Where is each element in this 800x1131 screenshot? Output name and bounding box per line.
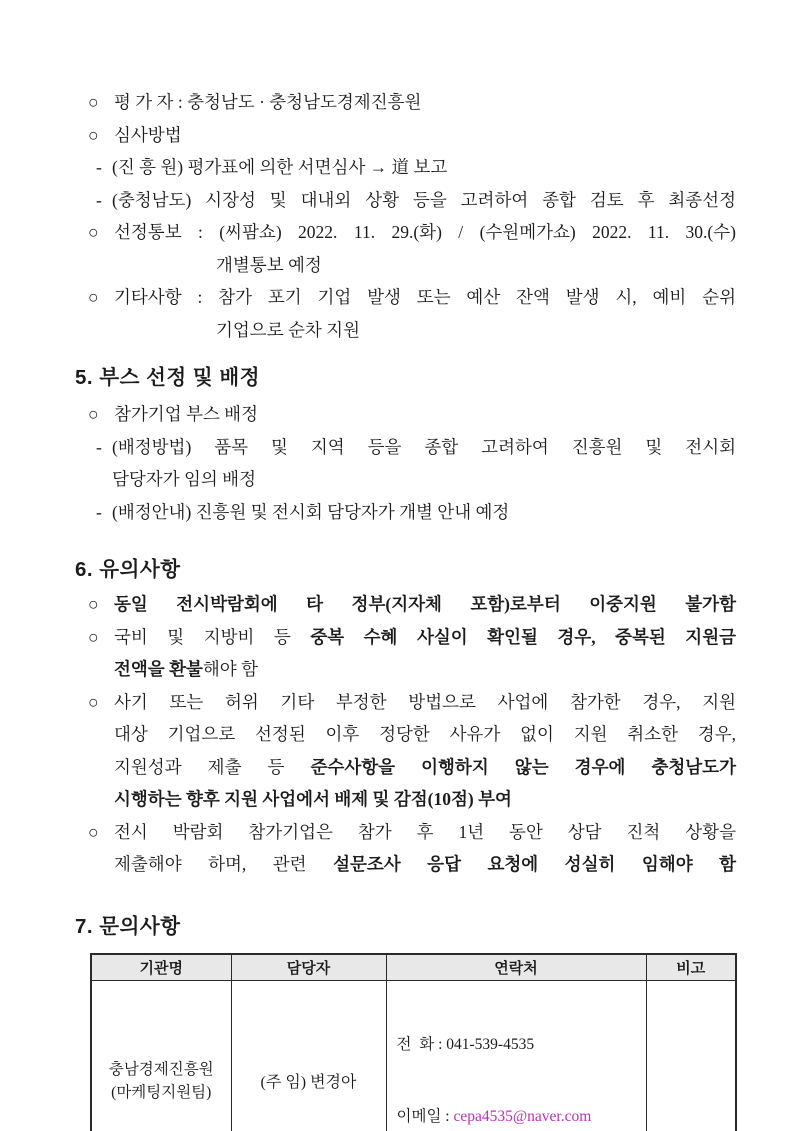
email-line xyxy=(397,1105,636,1129)
org-cell xyxy=(91,980,231,1131)
dash-bullet: - xyxy=(96,189,102,210)
line-text: (배정안내) 진흥원 및 전시회 담당자가 개별 안내 예정 xyxy=(112,501,510,522)
fraud-continuation-1 xyxy=(88,718,736,751)
assignment-method-continuation xyxy=(88,463,736,496)
sub-item-assignment-method xyxy=(88,431,736,464)
regular-text: 지원성과 제출 등 xyxy=(114,756,311,777)
bullet-evaluator xyxy=(88,86,736,119)
circle-bullet: ○ xyxy=(88,222,99,242)
note-cell xyxy=(646,980,736,1131)
line-text xyxy=(114,783,736,816)
circle-bullet: ○ xyxy=(88,691,99,712)
dash-bullet: - xyxy=(96,436,102,457)
org-team: (마케팅지원팀) xyxy=(111,1083,212,1101)
bullet-survey xyxy=(88,816,736,849)
survey-continuation xyxy=(88,848,736,881)
line-text: 담당자가 임의 배정 xyxy=(112,469,256,489)
section-5-heading: 5. 부스 선정 및 배정 xyxy=(75,366,260,389)
circle-bullet: ○ xyxy=(88,404,99,424)
line-text: 선정통보 : (씨팜쇼) 2022. 11. 29.(화) / (수원메가쇼) 2022. 11. 30.(수) xyxy=(114,222,736,242)
org-name: 충남경제진흥원 xyxy=(108,1060,214,1078)
refund-continuation xyxy=(88,653,736,686)
fraud-continuation-2 xyxy=(88,751,736,784)
bold-text: 중복 수혜 사실이 확인될 경우, 중복된 지원금 xyxy=(310,626,736,647)
manager-cell: (주 임) 변경아 xyxy=(231,980,386,1131)
bullet-fraud xyxy=(88,686,736,719)
circle-bullet: ○ xyxy=(88,92,99,112)
regular-text: 국비 및 지방비 등 xyxy=(114,626,311,647)
circle-bullet: ○ xyxy=(88,287,99,307)
regular-text: 제출해야 하며, 관련 xyxy=(114,854,334,874)
circle-bullet: ○ xyxy=(88,594,99,614)
line-text xyxy=(114,653,736,686)
line-text: 참가기업 부스 배정 xyxy=(114,404,258,424)
col-header-manager: 담당자 xyxy=(231,954,386,981)
line-text: 전시 박람회 참가기업은 참가 후 1년 동안 상담 진척 상황을 xyxy=(114,821,736,842)
email-label: 이메일 : xyxy=(396,1107,454,1125)
document-content xyxy=(75,86,736,1131)
fraud-continuation-3 xyxy=(88,783,736,816)
line-text: (배정방법) 품목 및 지역 등을 종합 고려하여 진흥원 및 전시회 xyxy=(112,436,736,457)
col-header-note: 비고 xyxy=(646,954,736,981)
line-text xyxy=(114,621,736,654)
bullet-selection-notice xyxy=(88,216,736,249)
bullet-review-method xyxy=(88,119,736,152)
line-text: (진 흥 원) 평가표에 의한 서면심사 → 道 보고 xyxy=(112,157,448,177)
contact-table xyxy=(90,953,737,1131)
circle-bullet: ○ xyxy=(88,821,99,842)
dash-bullet: - xyxy=(96,157,102,177)
circle-bullet: ○ xyxy=(88,124,99,145)
line-text: 사기 또는 허위 기타 부정한 방법으로 사업에 참가한 경우, 지원 xyxy=(114,691,736,712)
bullet-other-matters xyxy=(88,281,736,314)
dash-bullet: - xyxy=(96,501,102,522)
circle-bullet: ○ xyxy=(88,626,99,647)
selection-notice-continuation xyxy=(88,249,736,282)
line-text: (충청남도) 시장성 및 대내외 상황 등을 고려하여 종합 검토 후 최종선정 xyxy=(112,189,736,210)
line-text: 평 가 자 : 충청남도 · 충청남도경제진흥원 xyxy=(114,92,422,112)
line-text xyxy=(114,848,736,881)
line-text xyxy=(114,588,736,621)
other-matters-continuation xyxy=(88,314,736,347)
sub-item-chungcheongnamdo xyxy=(88,184,736,217)
phone-line: 전 화 : 041-539-4535 xyxy=(396,1035,535,1053)
bullet-booth-assignment xyxy=(88,398,736,431)
bullet-no-double-support xyxy=(88,588,736,621)
bold-text: 전액을 환불 xyxy=(114,659,203,679)
table-header-row xyxy=(91,954,736,981)
sub-item-assignment-guide xyxy=(88,496,736,529)
line-text: 대상 기업으로 선정된 이후 정당한 사유가 없이 지원 취소한 경우, xyxy=(114,724,736,744)
line-text xyxy=(114,751,736,784)
section-6-heading: 6. 유의사항 xyxy=(75,558,181,581)
bold-text: 시행하는 향후 지원 사업에서 배제 및 감점(10점) 부여 xyxy=(114,789,512,809)
col-header-org: 기관명 xyxy=(91,954,231,981)
line-text: 기타사항 : 참가 포기 기업 발생 또는 예산 잔액 발생 시, 예비 순위 xyxy=(114,287,736,307)
bold-text: 설문조사 응답 요청에 성실히 임해야 함 xyxy=(333,854,736,874)
bold-text: 동일 전시박람회에 타 정부(지자체 포함)로부터 이중지원 불가함 xyxy=(114,594,736,614)
bullet-refund xyxy=(88,621,736,654)
regular-text: 해야 함 xyxy=(202,659,258,679)
bold-text: 준수사항을 이행하지 않는 경우에 충청남도가 xyxy=(310,756,736,777)
line-text: 개별통보 예정 xyxy=(216,254,322,275)
contact-cell xyxy=(386,980,646,1131)
col-header-contact: 연락처 xyxy=(386,954,646,981)
sub-item-jinheungwon xyxy=(88,151,736,184)
table-row xyxy=(91,980,736,1131)
section-7-heading: 7. 문의사항 xyxy=(75,914,181,938)
line-text: 기업으로 순차 지원 xyxy=(216,319,360,340)
line-text: 심사방법 xyxy=(114,124,182,145)
email-link[interactable]: cepa4535@naver.com xyxy=(453,1107,592,1125)
